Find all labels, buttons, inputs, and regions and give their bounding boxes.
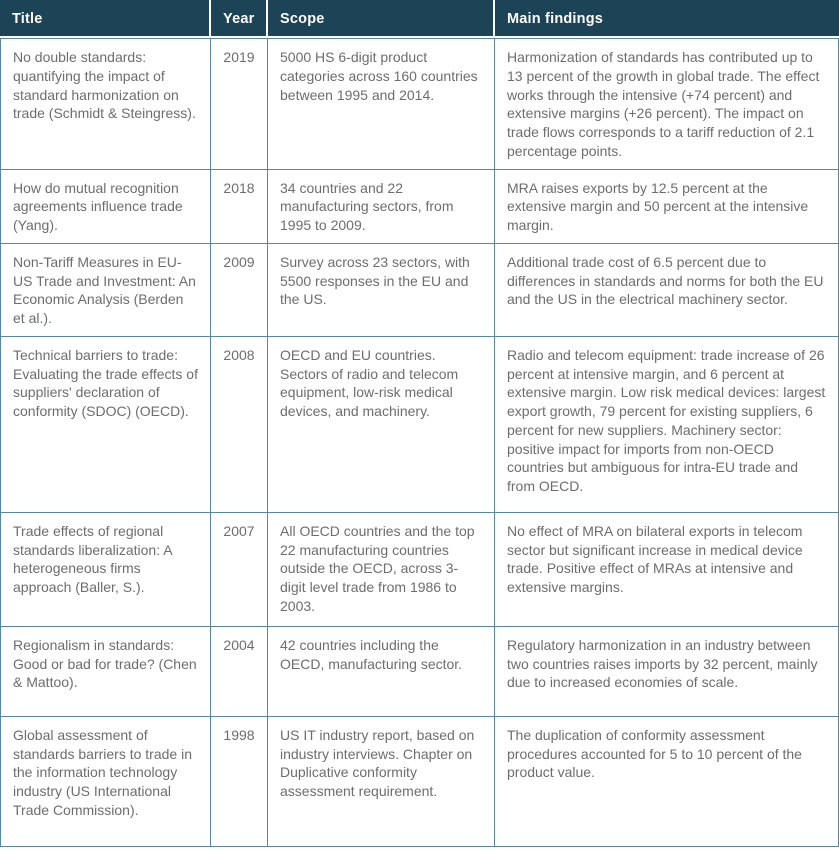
header-row	[0, 0, 839, 38]
table-header	[0, 0, 839, 38]
cell-title: Trade effects of regional standards liberalization: A heterogeneous firms approach (Baller, S.).	[0, 513, 211, 627]
column-header-main-findings: Main findings	[495, 0, 839, 38]
cell-year: 2019	[211, 38, 268, 170]
cell-scope: 5000 HS 6-digit product categories across 160 countries between 1995 and 2014.	[268, 38, 495, 170]
column-header-year: Year	[211, 0, 268, 38]
cell-title: No double standards: quantifying the impact of standard harmonization on trade (Schmidt & Steingress).	[0, 38, 211, 170]
table-row	[0, 337, 839, 513]
table-row	[0, 513, 839, 627]
cell-year: 2009	[211, 244, 268, 337]
cell-title: Regionalism in standards: Good or bad for trade? (Chen & Mattoo).	[0, 627, 211, 717]
cell-findings: MRA raises exports by 12.5 percent at the extensive margin and 50 percent at the intensive margin.	[495, 170, 839, 244]
table-row	[0, 38, 839, 170]
cell-title: Global assessment of standards barriers to trade in the information technology industry (US International Trade Commission).	[0, 717, 211, 847]
cell-title: Non-Tariff Measures in EU-US Trade and Investment: An Economic Analysis (Berden et al.).	[0, 244, 211, 337]
table-row	[0, 717, 839, 847]
cell-scope: US IT industry report, based on industry interviews. Chapter on Duplicative conformity assessment requirement.	[268, 717, 495, 847]
table-row	[0, 170, 839, 244]
cell-title: How do mutual recognition agreements influence trade (Yang).	[0, 170, 211, 244]
cell-scope: Survey across 23 sectors, with 5500 responses in the EU and the US.	[268, 244, 495, 337]
cell-year: 2007	[211, 513, 268, 627]
cell-findings: The duplication of conformity assessment procedures accounted for 5 to 10 percent of the product value.	[495, 717, 839, 847]
column-header-title: Title	[0, 0, 211, 38]
column-header-scope: Scope	[268, 0, 495, 38]
cell-findings: Regulatory harmonization in an industry between two countries raises imports by 32 percent, mainly due to increased economies of scale.	[495, 627, 839, 717]
cell-year: 2004	[211, 627, 268, 717]
cell-findings: Additional trade cost of 6.5 percent due to differences in standards and norms for both the EU and the US in the electrical machinery sector.	[495, 244, 839, 337]
cell-year: 1998	[211, 717, 268, 847]
cell-year: 2008	[211, 337, 268, 513]
table-body	[0, 38, 839, 847]
cell-scope: 42 countries including the OECD, manufacturing sector.	[268, 627, 495, 717]
cell-findings: No effect of MRA on bilateral exports in telecom sector but significant increase in medical device trade. Positive effect of MRAs at intensive and extensive margins.	[495, 513, 839, 627]
cell-title: Technical barriers to trade: Evaluating the trade effects of suppliers' declaration of conformity (SDOC) (OECD).	[0, 337, 211, 513]
cell-findings: Harmonization of standards has contributed up to 13 percent of the growth in global trade. The effect works through the intensive (+74 percent) and extensive margins (+26 percent). The impact on trade flows corresponds to a tariff reduction of 2.1 percentage points.	[495, 38, 839, 170]
table-row	[0, 627, 839, 717]
cell-year: 2018	[211, 170, 268, 244]
cell-scope: All OECD countries and the top 22 manufacturing countries outside the OECD, across 3-digit level trade from 1986 to 2003.	[268, 513, 495, 627]
cell-scope: 34 countries and 22 manufacturing sectors, from 1995 to 2009.	[268, 170, 495, 244]
cell-findings: Radio and telecom equipment: trade increase of 26 percent at intensive margin, and 6 percent at extensive margin. Low risk medical devices: largest export growth, 79 percent for existing suppliers, 6 percent for new suppliers. Machinery sector: positive impact for imports from non-OECD countries but ambiguous for intra-EU trade and from OECD.	[495, 337, 839, 513]
table-row	[0, 244, 839, 337]
cell-scope: OECD and EU countries. Sectors of radio and telecom equipment, low-risk medical devices, and machinery.	[268, 337, 495, 513]
